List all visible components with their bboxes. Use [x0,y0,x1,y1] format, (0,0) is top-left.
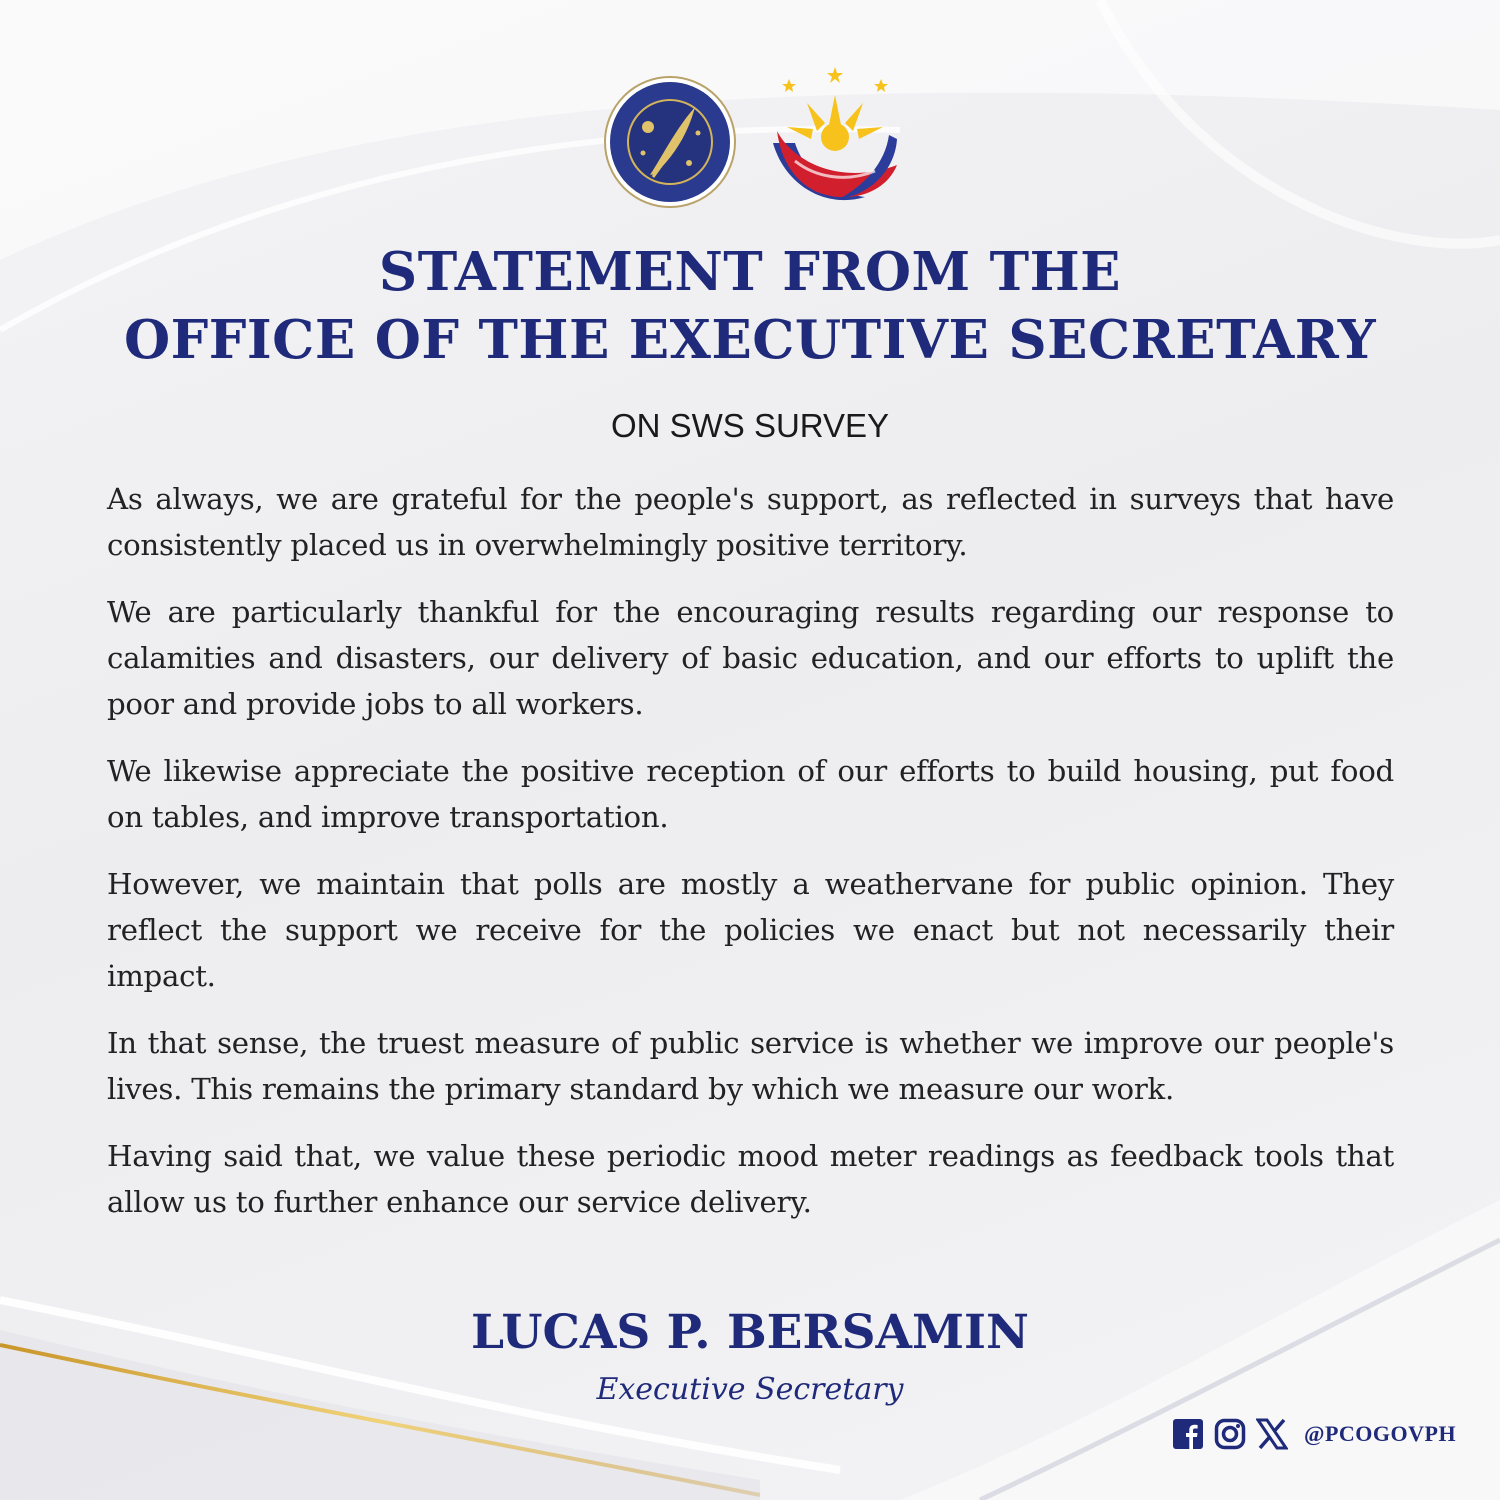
statement-subtitle: ON SWS SURVEY [610,407,890,444]
facebook-icon[interactable] [1172,1418,1204,1450]
social-handle[interactable]: @PCOGOVPH [1304,1421,1457,1446]
social-bar [1172,1417,1456,1451]
statement-body [107,476,1394,1246]
paragraph: We likewise appreciate the positive reception of our efforts to build housing, put food on tables, and improve transportation. [107,754,1394,834]
paragraph: As always, we are grateful for the people's support, as reflected in surveys that have consistently placed us in overwhelmingly positive territory. [107,482,1394,562]
paragraph: We are particularly thankful for the encouraging results regarding our response to calamities and disasters, our delivery of basic education, and our efforts to uplift the poor and provide jobs to all workers. [107,595,1394,721]
paragraph: However, we maintain that polls are mostly a weathervane for public opinion. They reflect the support we receive for the policies we enact but not necessarily their impact. [107,867,1394,993]
signatory-name: LUCAS P. BERSAMIN [471,1305,1029,1360]
quill-seal-icon [603,75,737,209]
page-title [60,238,1440,374]
title-line-2: OFFICE OF THE EXECUTIVE SECRETARY [123,309,1377,371]
paragraph: In that sense, the truest measure of public service is whether we improve our people's lives. This remains the primary standard by which we measure our work. [107,1026,1394,1106]
instagram-icon[interactable] [1214,1418,1246,1450]
x-icon[interactable] [1256,1418,1288,1450]
paragraph: Having said that, we value these periodic mood meter readings as feedback tools that allow us to further enhance our service delivery. [107,1139,1394,1219]
signatory-title: Executive Secretary [596,1372,904,1407]
sun-flag-icon [765,65,905,209]
logo-row [0,75,1500,205]
title-line-1: STATEMENT FROM THE [378,241,1122,303]
